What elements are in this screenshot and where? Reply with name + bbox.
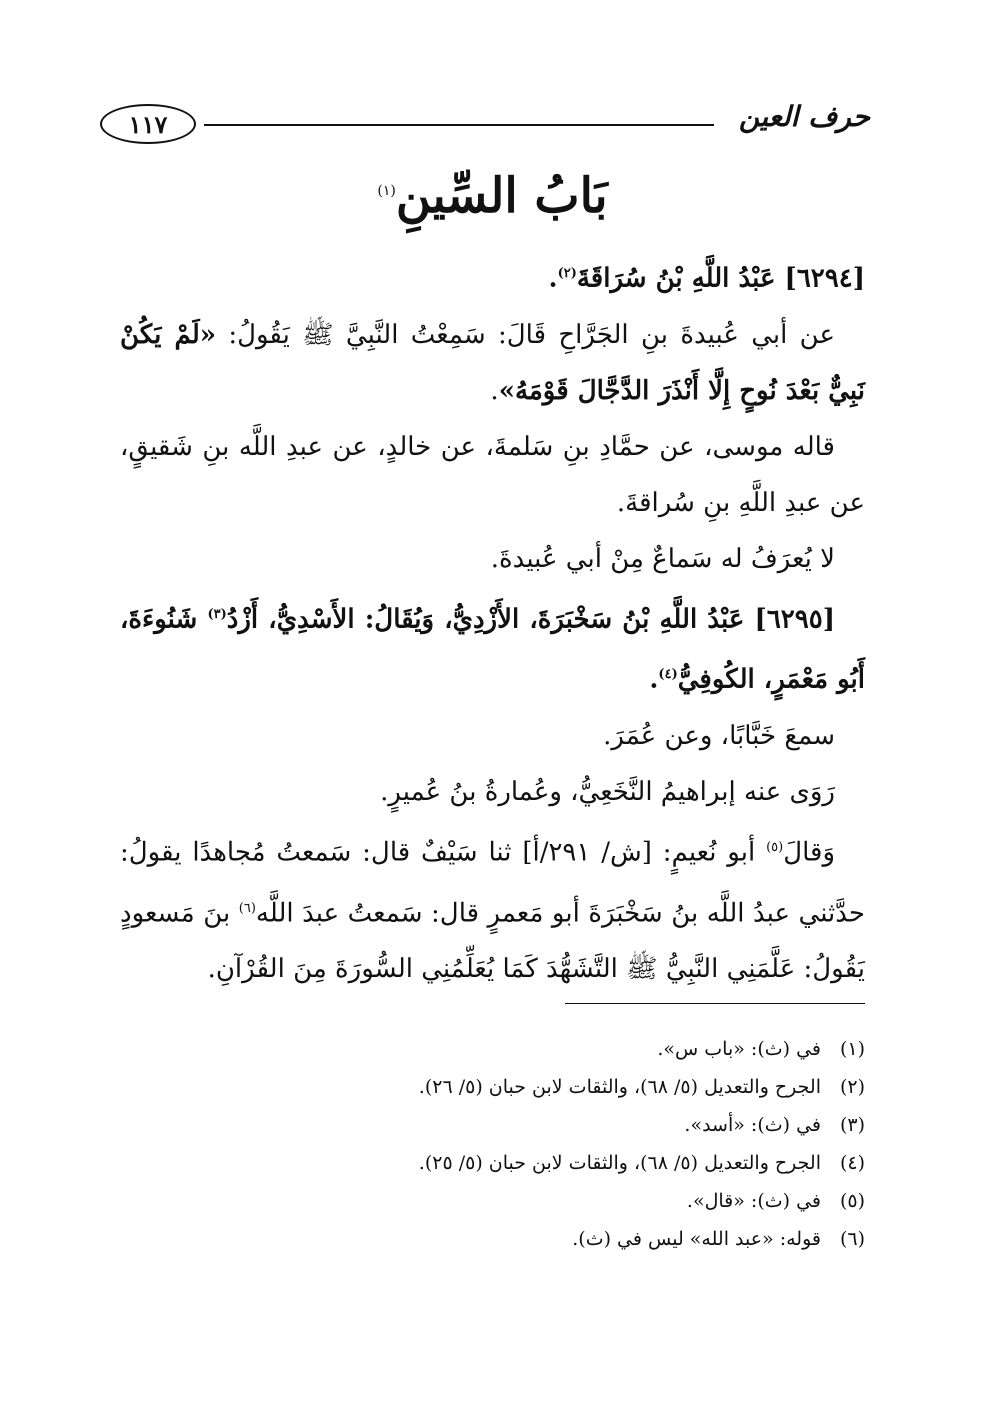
entry-heading: [٦٢٩٥] عَبْدُ اللَّهِ بْنُ سَخْبَرَةَ، الأَزْدِيُّ، وَيُقَالُ: الأَسْدِيُّ، أَزْدُ$^{(٣)}$ شَنُوءَةَ، أَبُو مَعْمَرٍ، الكُوفِيُّ$^{(٤)}$. [120,604,865,695]
paragraph-text: أبو نُعيمٍ: [ش/ ٢٩١/أ] ثنا سَيْفٌ قال: سَمعتُ مُجاهدًا يقولُ: حدَّثني عبدُ اللَّه بنُ سَخْبَرَةَ أبو مَعمرٍ قال: سَمعتُ عبدَ اللَّه [120,837,865,929]
entry-heading-text: [٦٢٩٤] عَبْدُ اللَّهِ بْنُ سُرَاقَةَ [576,263,865,294]
footnote-text: في (ث): «أسد». [684,1114,821,1136]
section-title-text: بَابُ السِّينِ [395,168,608,224]
header-rule [204,124,714,126]
paragraph: رَوَى عنه إبراهيمُ النَّخَعِيُّ، وعُمارةُ بنُ عُميرٍ. [380,776,835,807]
chapter-title: حرف العين [738,100,870,133]
footnote [120,1030,865,1068]
main-text [120,246,865,997]
footnote-ref: (٤) [658,667,678,683]
footnote-ref: (٣) [207,606,227,622]
footnote-text: في (ث): «باب س». [657,1038,821,1060]
paragraph-text: وَقالَ [783,837,836,868]
paragraph: قاله موسى، عن حمَّادِ بنِ سَلمةَ، عن خالدٍ، عن عبدِ اللَّه بنِ شَقيقٍ، عن عبدِ اللَّهِ بنِ سُراقةَ. [120,431,865,518]
hadith-quote: «لَمْ يَكُنْ نَبِيٌّ بَعْدَ نُوحٍ إِلَّا أَنْذَرَ الدَّجَّالَ قَوْمَهُ» [120,319,865,406]
footnote-number: (٤) [839,1152,865,1174]
footnote-text: قوله: «عبد الله» ليس في (ث). [572,1228,821,1250]
paragraph-text: عن أبي عُبيدةَ بنِ الجَرَّاحِ قَالَ: سَمِعْتُ النَّبِيَّ ﷺ يَقُولُ: [216,319,835,350]
footnote [120,1068,865,1106]
page-number: ١١٧ [100,104,196,144]
paragraph: سمعَ خَبَّابًا، وعن عُمَرَ. [603,720,835,751]
footnotes [120,1030,865,1258]
footnote-number: (٣) [839,1114,865,1136]
footnote-ref: (٦) [238,900,256,916]
footnote-number: (٦) [839,1228,865,1250]
footnote-text: الجرح والتعديل (٥/ ٦٨)، والثقات لابن حبان (٥/ ٢٥). [418,1152,821,1174]
paragraph [120,820,865,997]
footnote [120,1144,865,1182]
running-header [100,96,870,160]
entry-heading: [٦٢٩٤] عَبْدُ اللَّهِ بْنُ سُرَاقَةَ$^{(٢)}$. [548,263,865,294]
footnote [120,1106,865,1144]
footnote-ref: (١) [377,183,396,199]
footnote-rule [565,1003,865,1004]
footnote-ref: (٥) [766,839,784,855]
paragraph-text: بنَ مَسعودٍ يَقُولُ: عَلَّمَنِي النَّبِيُّ ﷺ التَّشَهُّدَ كَمَا يُعَلِّمُنِي السُّورَةَ مِنَ القُرْآنِ. [120,898,865,985]
footnote-number: (٢) [839,1076,865,1098]
entry-heading-text: شَنُوءَةَ، أَبُو مَعْمَرٍ، الكُوفِيُّ [120,604,865,695]
paragraph: لا يُعرَفُ له سَماعٌ مِنْ أبي عُبيدةَ. [490,543,835,574]
footnote-ref: (٢) [557,266,577,281]
paragraph: عن أبي عُبيدةَ بنِ الجَرَّاحِ قَالَ: سَمِعْتُ النَّبِيَّ ﷺ يَقُولُ: «لَمْ يَكُنْ نَبِيٌّ بَعْدَ نُوحٍ إِلَّا أَنْذَرَ الدَّجَّالَ قَوْمَهُ». [120,319,865,406]
footnote-number: (١) [839,1038,865,1060]
section-title [0,168,985,224]
footnote [120,1182,865,1220]
footnote [120,1220,865,1258]
entry-heading-text: [٦٢٩٥] عَبْدُ اللَّهِ بْنُ سَخْبَرَةَ، الأَزْدِيُّ، وَيُقَالُ: الأَسْدِيُّ، أَزْدُ [226,604,835,635]
footnote-text: الجرح والتعديل (٥/ ٦٨)، والثقات لابن حبان (٥/ ٢٦). [418,1076,821,1098]
footnote-number: (٥) [839,1190,865,1212]
footnote-text: في (ث): «قال». [686,1190,821,1212]
